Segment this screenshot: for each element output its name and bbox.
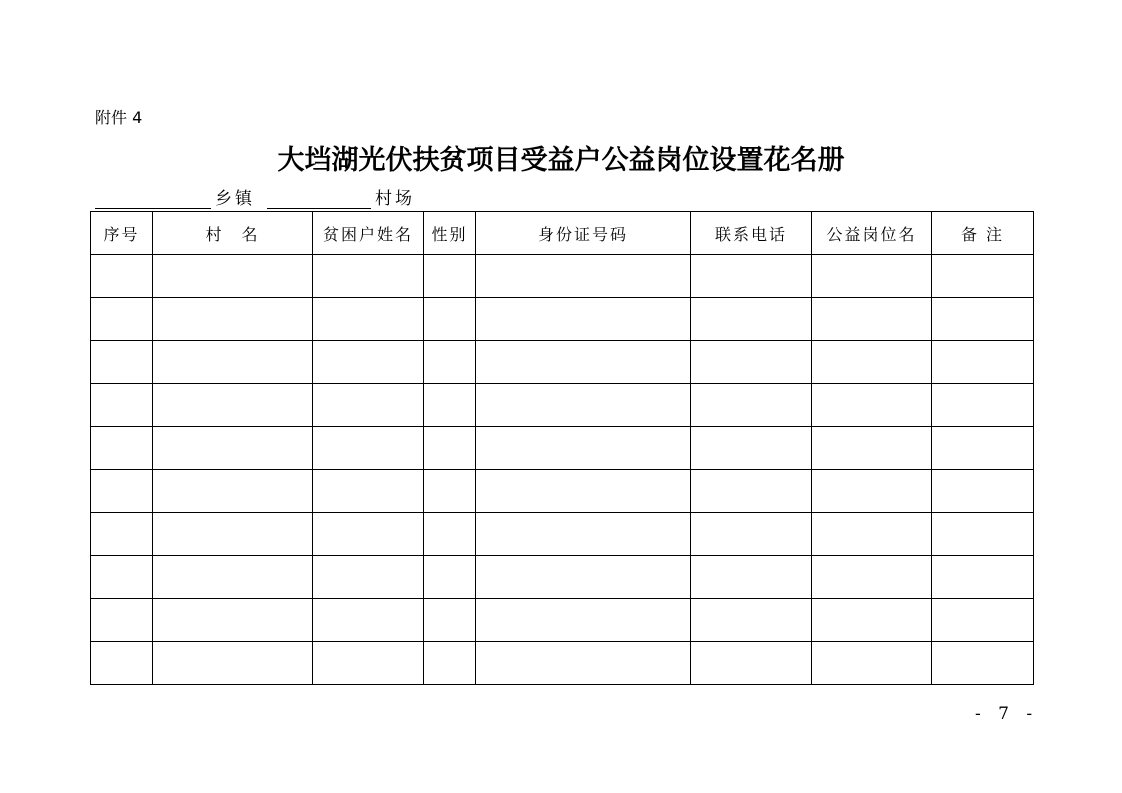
cell-gender[interactable] — [424, 599, 476, 642]
cell-phone[interactable] — [691, 599, 812, 642]
cell-village-name[interactable] — [153, 255, 313, 298]
cell-phone[interactable] — [691, 298, 812, 341]
cell-village-name[interactable] — [153, 298, 313, 341]
cell-gender[interactable] — [424, 384, 476, 427]
cell-post-name[interactable] — [812, 298, 932, 341]
cell-post-name[interactable] — [812, 642, 932, 685]
header-household-name: 贫困户姓名 — [313, 212, 424, 255]
attachment-label: 附件 4 — [95, 108, 143, 127]
cell-serial-number[interactable] — [91, 470, 153, 513]
table-header-row — [91, 212, 1034, 255]
cell-village-name[interactable] — [153, 470, 313, 513]
cell-post-name[interactable] — [812, 556, 932, 599]
cell-village-name[interactable] — [153, 556, 313, 599]
header-gender: 性别 — [424, 212, 476, 255]
cell-village-name[interactable] — [153, 384, 313, 427]
cell-gender[interactable] — [424, 341, 476, 384]
cell-gender[interactable] — [424, 642, 476, 685]
cell-remarks[interactable] — [932, 384, 1034, 427]
cell-id-number[interactable] — [476, 341, 691, 384]
cell-remarks[interactable] — [932, 298, 1034, 341]
cell-village-name[interactable] — [153, 427, 313, 470]
cell-household-name[interactable] — [313, 599, 424, 642]
table-row — [91, 470, 1034, 513]
cell-remarks[interactable] — [932, 513, 1034, 556]
village-blank-field[interactable] — [267, 188, 371, 209]
cell-remarks[interactable] — [932, 255, 1034, 298]
cell-id-number[interactable] — [476, 599, 691, 642]
cell-id-number[interactable] — [476, 384, 691, 427]
cell-post-name[interactable] — [812, 255, 932, 298]
table-row — [91, 556, 1034, 599]
cell-post-name[interactable] — [812, 427, 932, 470]
cell-remarks[interactable] — [932, 556, 1034, 599]
document-title: 大垱湖光伏扶贫项目受益户公益岗位设置花名册 — [277, 145, 845, 176]
cell-gender[interactable] — [424, 427, 476, 470]
table-row — [91, 513, 1034, 556]
cell-household-name[interactable] — [313, 642, 424, 685]
cell-household-name[interactable] — [313, 470, 424, 513]
cell-post-name[interactable] — [812, 470, 932, 513]
cell-serial-number[interactable] — [91, 513, 153, 556]
cell-id-number[interactable] — [476, 642, 691, 685]
cell-village-name[interactable] — [153, 599, 313, 642]
cell-remarks[interactable] — [932, 427, 1034, 470]
roster-table-body — [91, 255, 1034, 685]
cell-gender[interactable] — [424, 255, 476, 298]
header-serial-number: 序号 — [91, 212, 153, 255]
cell-village-name[interactable] — [153, 513, 313, 556]
cell-phone[interactable] — [691, 513, 812, 556]
cell-remarks[interactable] — [932, 341, 1034, 384]
cell-household-name[interactable] — [313, 556, 424, 599]
header-remarks: 备 注 — [932, 212, 1034, 255]
cell-household-name[interactable] — [313, 427, 424, 470]
cell-household-name[interactable] — [313, 298, 424, 341]
cell-id-number[interactable] — [476, 255, 691, 298]
cell-phone[interactable] — [691, 642, 812, 685]
header-phone: 联系电话 — [691, 212, 812, 255]
cell-phone[interactable] — [691, 384, 812, 427]
header-id-number: 身份证号码 — [476, 212, 691, 255]
cell-household-name[interactable] — [313, 255, 424, 298]
location-line — [95, 184, 415, 209]
cell-id-number[interactable] — [476, 470, 691, 513]
cell-serial-number[interactable] — [91, 298, 153, 341]
table-row — [91, 341, 1034, 384]
cell-post-name[interactable] — [812, 341, 932, 384]
cell-remarks[interactable] — [932, 599, 1034, 642]
cell-id-number[interactable] — [476, 556, 691, 599]
cell-serial-number[interactable] — [91, 427, 153, 470]
cell-serial-number[interactable] — [91, 341, 153, 384]
cell-post-name[interactable] — [812, 384, 932, 427]
cell-household-name[interactable] — [313, 384, 424, 427]
table-row — [91, 298, 1034, 341]
cell-phone[interactable] — [691, 341, 812, 384]
cell-gender[interactable] — [424, 513, 476, 556]
cell-phone[interactable] — [691, 427, 812, 470]
village-label: 村场 — [375, 189, 415, 209]
cell-household-name[interactable] — [313, 513, 424, 556]
cell-id-number[interactable] — [476, 427, 691, 470]
cell-serial-number[interactable] — [91, 599, 153, 642]
cell-village-name[interactable] — [153, 341, 313, 384]
town-label: 乡镇 — [215, 189, 255, 209]
table-row — [91, 255, 1034, 298]
cell-serial-number[interactable] — [91, 642, 153, 685]
cell-phone[interactable] — [691, 556, 812, 599]
cell-post-name[interactable] — [812, 513, 932, 556]
cell-id-number[interactable] — [476, 298, 691, 341]
table-row — [91, 384, 1034, 427]
table-row — [91, 599, 1034, 642]
table-row — [91, 642, 1034, 685]
cell-post-name[interactable] — [812, 599, 932, 642]
header-post-name: 公益岗位名 — [812, 212, 932, 255]
cell-id-number[interactable] — [476, 513, 691, 556]
cell-remarks[interactable] — [932, 642, 1034, 685]
cell-serial-number[interactable] — [91, 384, 153, 427]
town-blank-field[interactable] — [95, 188, 211, 209]
cell-serial-number[interactable] — [91, 255, 153, 298]
cell-village-name[interactable] — [153, 642, 313, 685]
cell-gender[interactable] — [424, 556, 476, 599]
page-number: - 7 - — [975, 704, 1039, 724]
cell-remarks[interactable] — [932, 470, 1034, 513]
cell-phone[interactable] — [691, 255, 812, 298]
roster-table — [90, 211, 1034, 685]
header-village-name: 村 名 — [153, 212, 313, 255]
cell-serial-number[interactable] — [91, 556, 153, 599]
cell-household-name[interactable] — [313, 341, 424, 384]
table-row — [91, 427, 1034, 470]
cell-phone[interactable] — [691, 470, 812, 513]
cell-gender[interactable] — [424, 298, 476, 341]
cell-gender[interactable] — [424, 470, 476, 513]
